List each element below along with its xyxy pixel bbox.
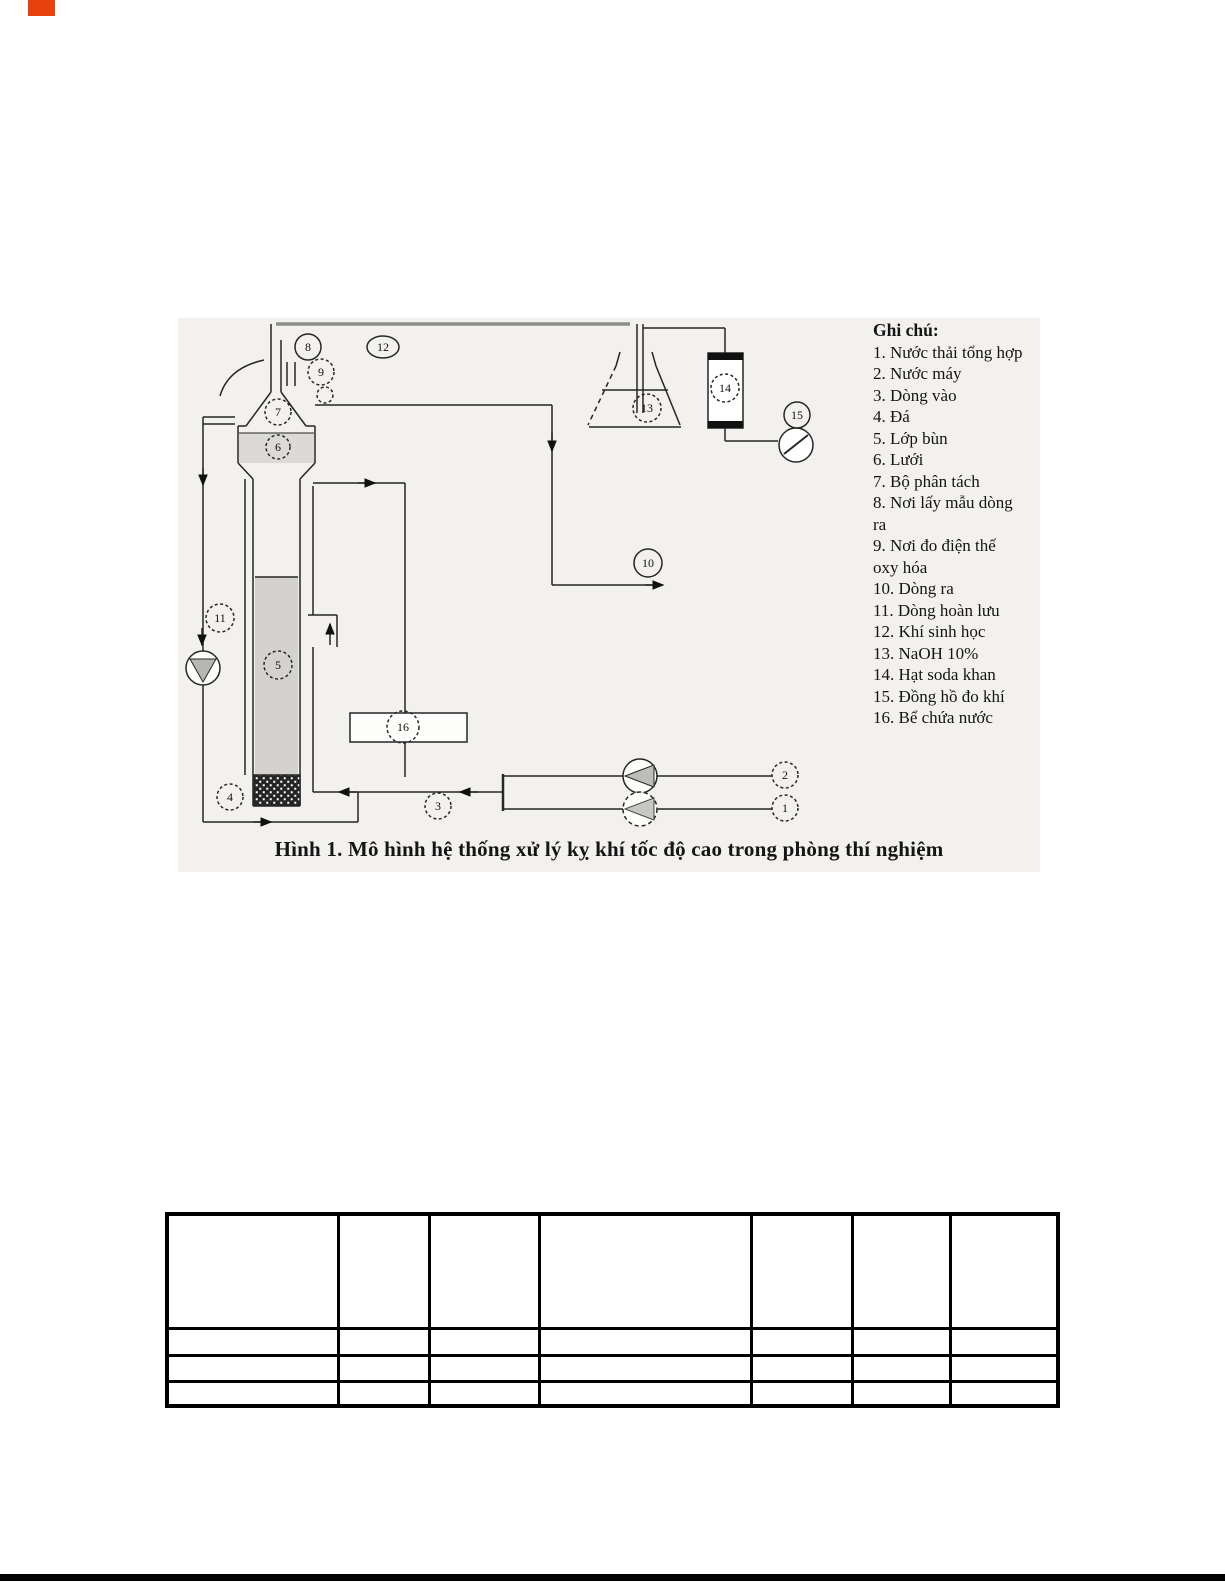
label-circle-1	[772, 795, 798, 821]
page-bottom-rule	[0, 1574, 1225, 1581]
label-circle-4	[217, 784, 243, 810]
table-cell	[429, 1355, 539, 1381]
table-cell	[338, 1355, 429, 1381]
svg-text:12: 12	[377, 340, 389, 354]
legend-title: Ghi chú:	[873, 320, 939, 340]
svg-text:15: 15	[791, 408, 803, 422]
svg-text:4: 4	[227, 790, 233, 804]
legend-item: 9. Nơi đo điện thế oxy hóa	[873, 536, 996, 577]
legend-item: 10. Dòng ra	[873, 579, 954, 598]
deflector-arc	[220, 360, 264, 396]
table-cell	[338, 1381, 429, 1406]
legend-item: 7. Bộ phân tách	[873, 471, 980, 491]
table-cell	[539, 1355, 751, 1381]
label-circle-11	[206, 604, 234, 632]
label-circle-10	[634, 549, 662, 577]
legend-item: 13. NaOH 10%	[873, 643, 979, 663]
table-cell	[751, 1381, 852, 1406]
svg-text:3: 3	[435, 799, 441, 813]
table-cell	[950, 1355, 1058, 1381]
table-cell	[539, 1381, 751, 1406]
svg-text:16: 16	[397, 720, 409, 734]
figure-legend	[873, 320, 1025, 729]
soda-column	[708, 353, 778, 441]
svg-text:2: 2	[782, 768, 788, 782]
table-cell	[852, 1355, 950, 1381]
stone-layer	[254, 775, 300, 805]
svg-text:7: 7	[275, 405, 281, 419]
label-circle-12	[367, 336, 399, 358]
table-cell	[167, 1214, 338, 1328]
svg-text:5: 5	[275, 658, 281, 672]
table-cell	[950, 1328, 1058, 1355]
svg-text:13: 13	[641, 401, 653, 415]
label-circle-7	[265, 399, 291, 425]
table-cell	[751, 1355, 852, 1381]
table-cell	[751, 1328, 852, 1355]
table-cell	[950, 1381, 1058, 1406]
effluent-line	[315, 405, 663, 585]
svg-text:6: 6	[275, 440, 281, 454]
table-cell	[852, 1328, 950, 1355]
reactor-column	[245, 479, 337, 806]
table-cell	[429, 1328, 539, 1355]
table-cell	[167, 1381, 338, 1406]
legend-item: 16. Bể chứa nước	[873, 708, 993, 727]
empty-data-table	[165, 1212, 1060, 1408]
legend-item: 12. Khí sinh học	[873, 622, 986, 641]
legend-item: 3. Dòng vào	[873, 385, 957, 405]
table-cell	[167, 1355, 338, 1381]
svg-text:1: 1	[782, 801, 788, 815]
label-circle-3	[425, 793, 451, 819]
label-circle-8	[295, 334, 321, 360]
svg-text:11: 11	[214, 611, 226, 625]
label-circle-5	[264, 651, 292, 679]
table-cell	[429, 1381, 539, 1406]
legend-item: 4. Đá	[873, 407, 910, 426]
table-cell	[338, 1328, 429, 1355]
top-left-red-mark	[28, 0, 55, 16]
table-cell	[950, 1214, 1058, 1328]
table-cell	[539, 1214, 751, 1328]
table-cell	[539, 1328, 751, 1355]
inlet-line	[313, 759, 772, 826]
table-cell	[751, 1214, 852, 1328]
legend-item: 15. Đồng hồ đo khí	[873, 686, 1005, 706]
figure-caption: Hình 1. Mô hình hệ thống xử lý kỵ khí tốc độ cao trong phòng thí nghiệm	[274, 837, 944, 861]
water-tank-loop	[313, 483, 467, 777]
legend-item: 6. Lưới	[873, 450, 924, 469]
label-circle-15	[784, 402, 810, 428]
legend-item: 8. Nơi lấy mẫu dòng ra	[873, 493, 1013, 534]
table-cell	[852, 1381, 950, 1406]
legend-item: 14. Hạt soda khan	[873, 665, 996, 684]
gas-meter-icon	[779, 428, 813, 462]
legend-item: 11. Dòng hoàn lưu	[873, 600, 1000, 620]
svg-text:9: 9	[318, 365, 324, 379]
figure-1	[178, 318, 1040, 872]
svg-text:10: 10	[642, 556, 654, 570]
gas-train	[588, 324, 813, 462]
label-circle-2	[772, 762, 798, 788]
table-cell	[852, 1214, 950, 1328]
label-circle-9	[308, 359, 334, 403]
svg-text:8: 8	[305, 340, 311, 354]
legend-item: 5. Lớp bùn	[873, 428, 948, 448]
table-cell	[429, 1214, 539, 1328]
table-cell	[167, 1328, 338, 1355]
legend-item: 2. Nước máy	[873, 364, 962, 383]
legend-item: 1. Nước thải tổng hợp	[873, 342, 1023, 362]
svg-text:14: 14	[719, 381, 731, 395]
system-diagram	[178, 318, 868, 872]
table-cell	[338, 1214, 429, 1328]
